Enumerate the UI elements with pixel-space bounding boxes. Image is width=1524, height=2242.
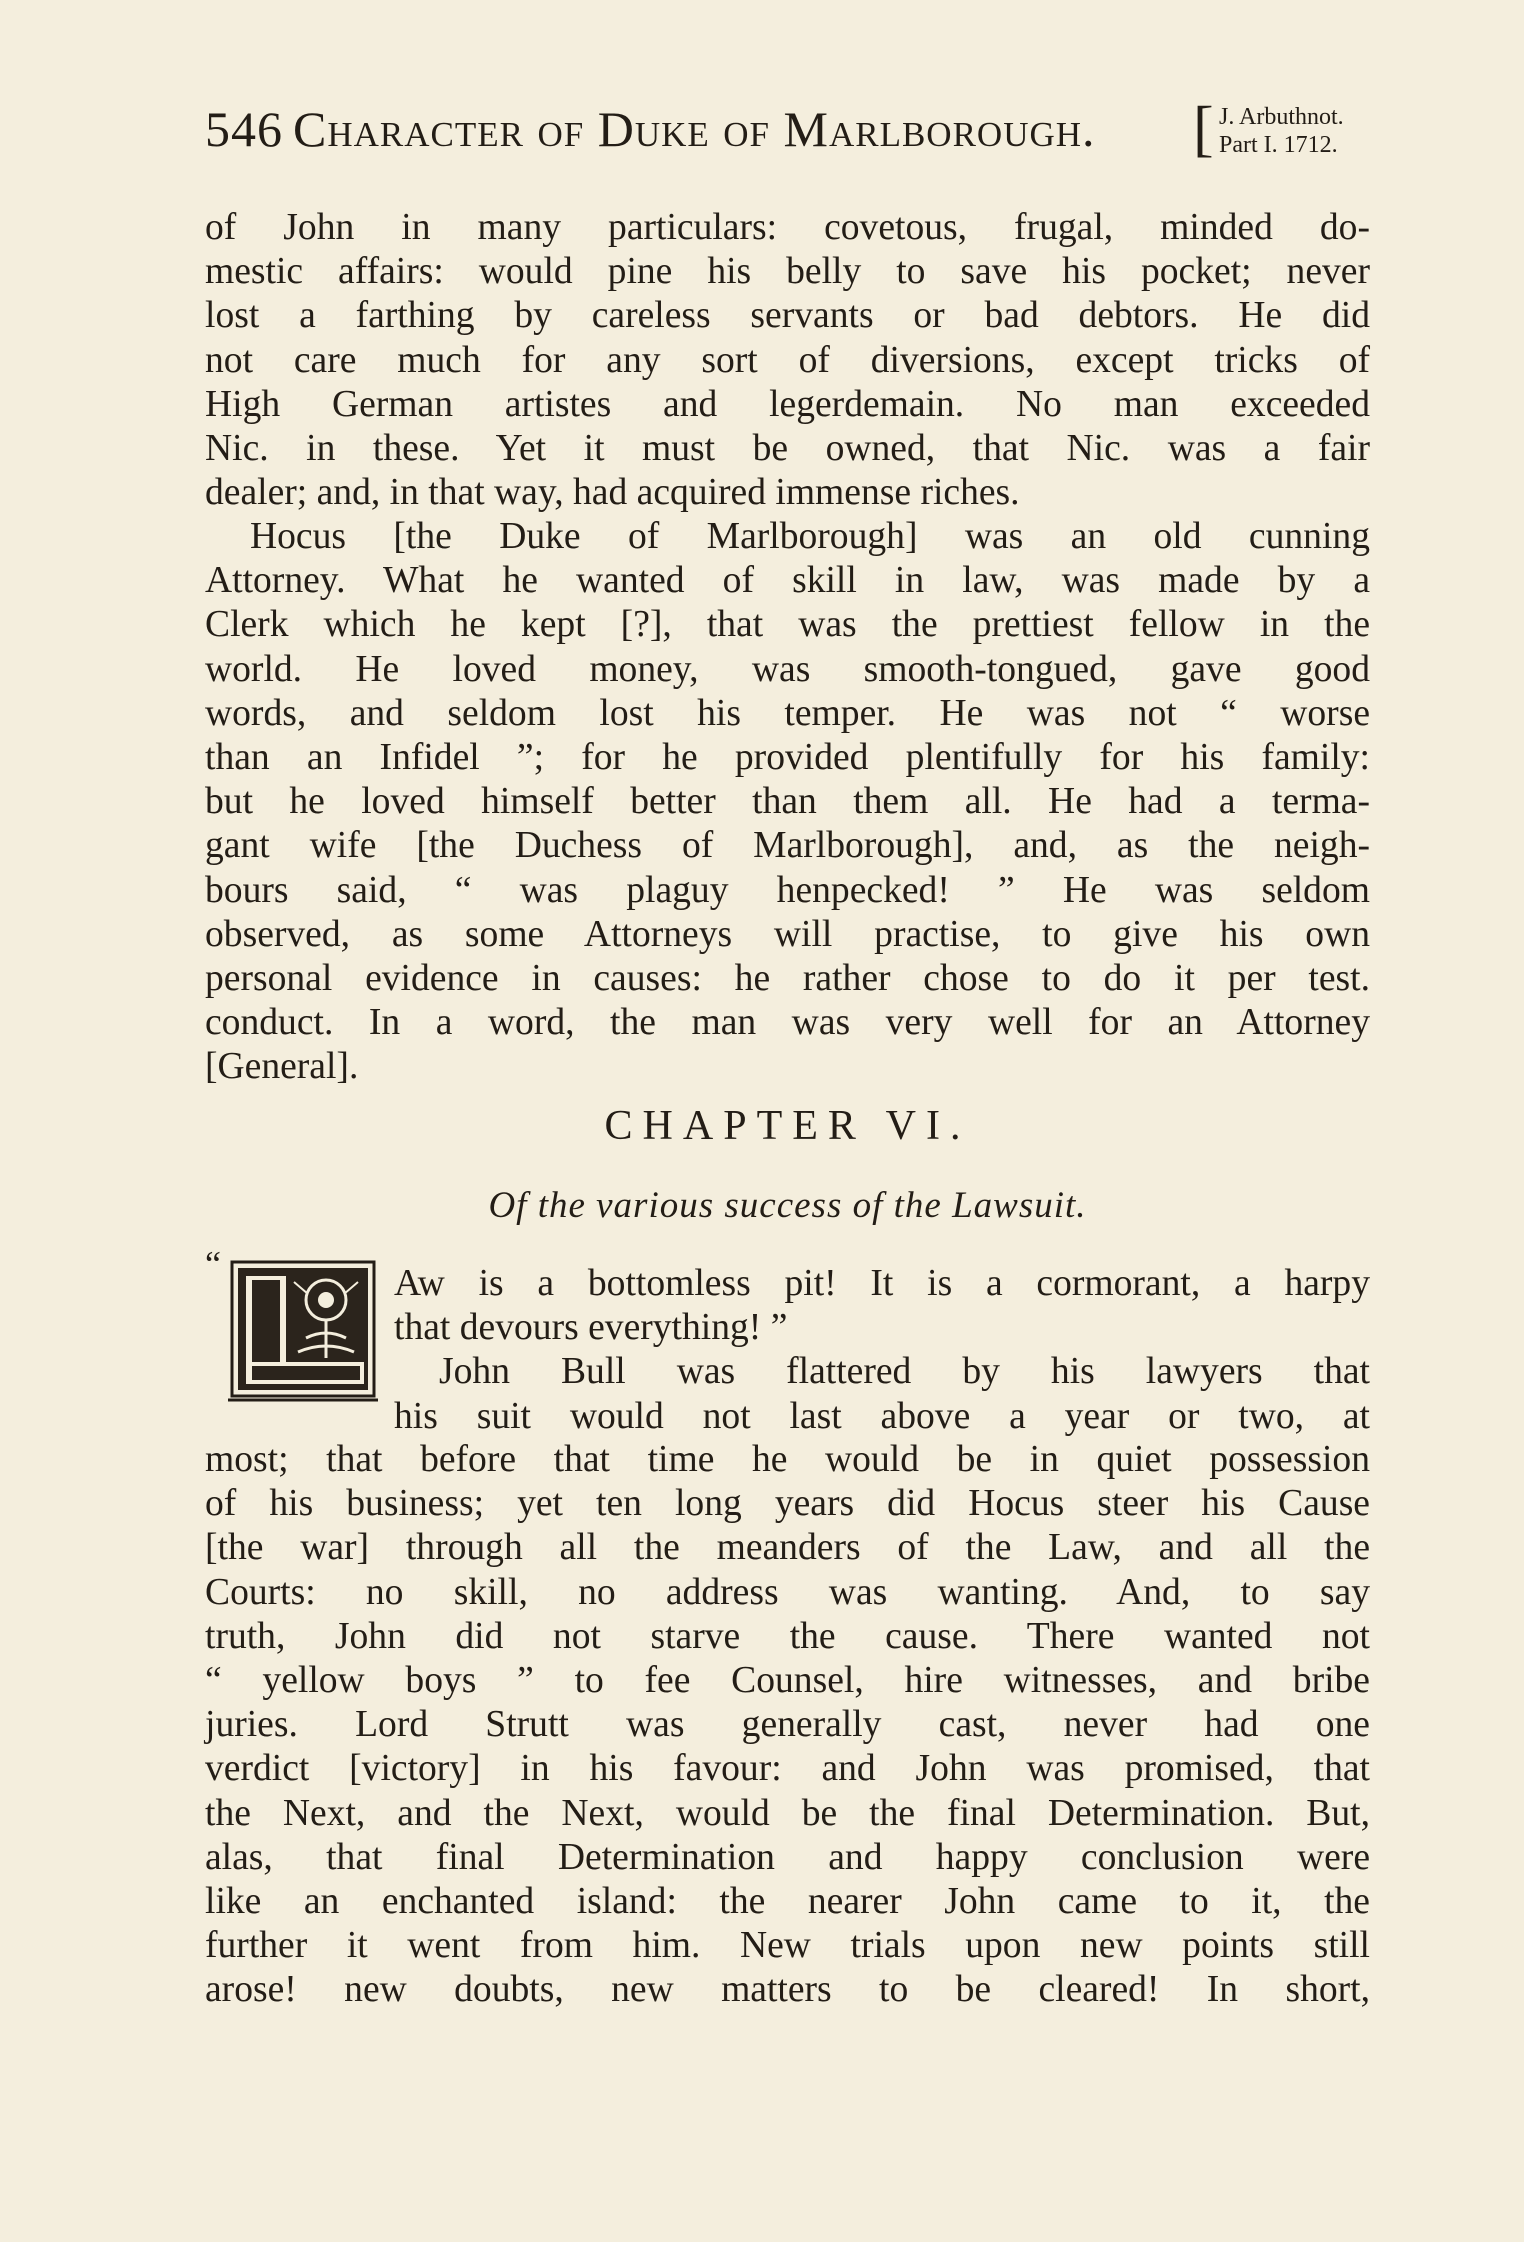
text-line: conduct. In a word, the man was very well for an Attorney <box>205 1002 1370 1044</box>
paragraph-1 <box>205 206 1370 515</box>
text-line: Attorney. What he wanted of skill in law, was made by a <box>205 560 1370 602</box>
decorated-initial-icon <box>228 1258 378 1404</box>
text-line: dealer; and, in that way, had acquired immense riches. <box>205 472 1020 514</box>
paragraph-3 <box>205 1438 1370 2012</box>
text-line: juries. Lord Strutt was generally cast, never had one <box>205 1704 1370 1746</box>
text-line: lost a farthing by careless servants or bad debtors. He did <box>205 295 1370 337</box>
text-line: “ yellow boys ” to fee Counsel, hire witnesses, and bribe <box>205 1659 1370 1701</box>
running-title: Character of Duke of Marlborough. <box>293 101 1096 157</box>
text-line: John Bull was flattered by his lawyers that <box>439 1351 1370 1393</box>
side-note-part-year: Part I. 1712. <box>1219 132 1338 158</box>
side-note <box>1193 95 1380 164</box>
text-line: his suit would not last above a year or two, at <box>394 1395 1370 1437</box>
text-line: alas, that final Determination and happy conclusion were <box>205 1836 1370 1878</box>
text-line: of John in many particulars: covetous, frugal, minded do- <box>205 207 1370 248</box>
decorated-initial-l <box>228 1258 378 1404</box>
side-note-bracket: [ <box>1193 95 1214 163</box>
opening-quote: “ <box>205 1244 221 1284</box>
chapter-heading: CHAPTER VI. <box>604 1103 971 1149</box>
text-line: Clerk which he kept [?], that was the prettiest fellow in the <box>205 604 1370 646</box>
text-line: further it went from him. New trials upon new points still <box>205 1925 1370 1967</box>
side-note-author: J. Arbuthnot. <box>1219 104 1344 130</box>
text-line: Courts: no skill, no address was wanting. And, to say <box>205 1571 1370 1613</box>
text-line: personal evidence in causes: he rather chose to do it per test. <box>205 957 1370 999</box>
text-line: world. He loved money, was smooth-tongued, gave good <box>205 648 1370 690</box>
text-line: not care much for any sort of diversions, except tricks of <box>205 339 1370 381</box>
text-line: than an Infidel ”; for he provided plentifully for his family: <box>205 736 1370 778</box>
text-line: most; that before that time he would be in quiet possession <box>205 1439 1370 1480</box>
text-line: [General]. <box>205 1046 359 1088</box>
text-line: Nic. in these. Yet it must be owned, that Nic. was a fair <box>205 427 1370 469</box>
text-line: [the war] through all the meanders of the Law, and all the <box>205 1527 1370 1569</box>
page-number: 546 <box>205 101 283 157</box>
text-line: High German artistes and legerdemain. No man exceeded <box>205 383 1370 425</box>
text-line: bours said, “ was plaguy henpecked! ” He was seldom <box>205 869 1370 911</box>
page-header <box>205 95 1380 170</box>
text-line: mestic affairs: would pine his belly to save his pocket; never <box>205 251 1370 293</box>
text-line: arose! new doubts, new matters to be cleared! In short, <box>205 1969 1370 2011</box>
text-line: Aw is a bottomless pit! It is a cormorant, a harpy <box>394 1263 1370 1304</box>
text-line: of his business; yet ten long years did Hocus steer his Cause <box>205 1483 1370 1525</box>
paragraph-2 <box>205 515 1370 1089</box>
text-line: that devours everything! ” <box>394 1307 788 1349</box>
text-line: truth, John did not starve the cause. There wanted not <box>205 1615 1370 1657</box>
text-line: gant wife [the Duchess of Marlborough], and, as the neigh- <box>205 825 1370 867</box>
text-line: the Next, and the Next, would be the final Determination. But, <box>205 1792 1370 1834</box>
text-line: Hocus [the Duke of Marlborough] was an old cunning <box>250 516 1370 557</box>
text-line: words, and seldom lost his temper. He was not “ worse <box>205 692 1370 734</box>
text-line: verdict [victory] in his favour: and John was promised, that <box>205 1748 1370 1790</box>
drop-cap-lines <box>394 1262 1370 1439</box>
chapter-subtitle: Of the various success of the Lawsuit. <box>488 1185 1087 1226</box>
text-line: observed, as some Attorneys will practise, to give his own <box>205 913 1370 955</box>
text-line: like an enchanted island: the nearer John came to it, the <box>205 1880 1370 1922</box>
text-line: but he loved himself better than them all. He had a terma- <box>205 781 1370 823</box>
